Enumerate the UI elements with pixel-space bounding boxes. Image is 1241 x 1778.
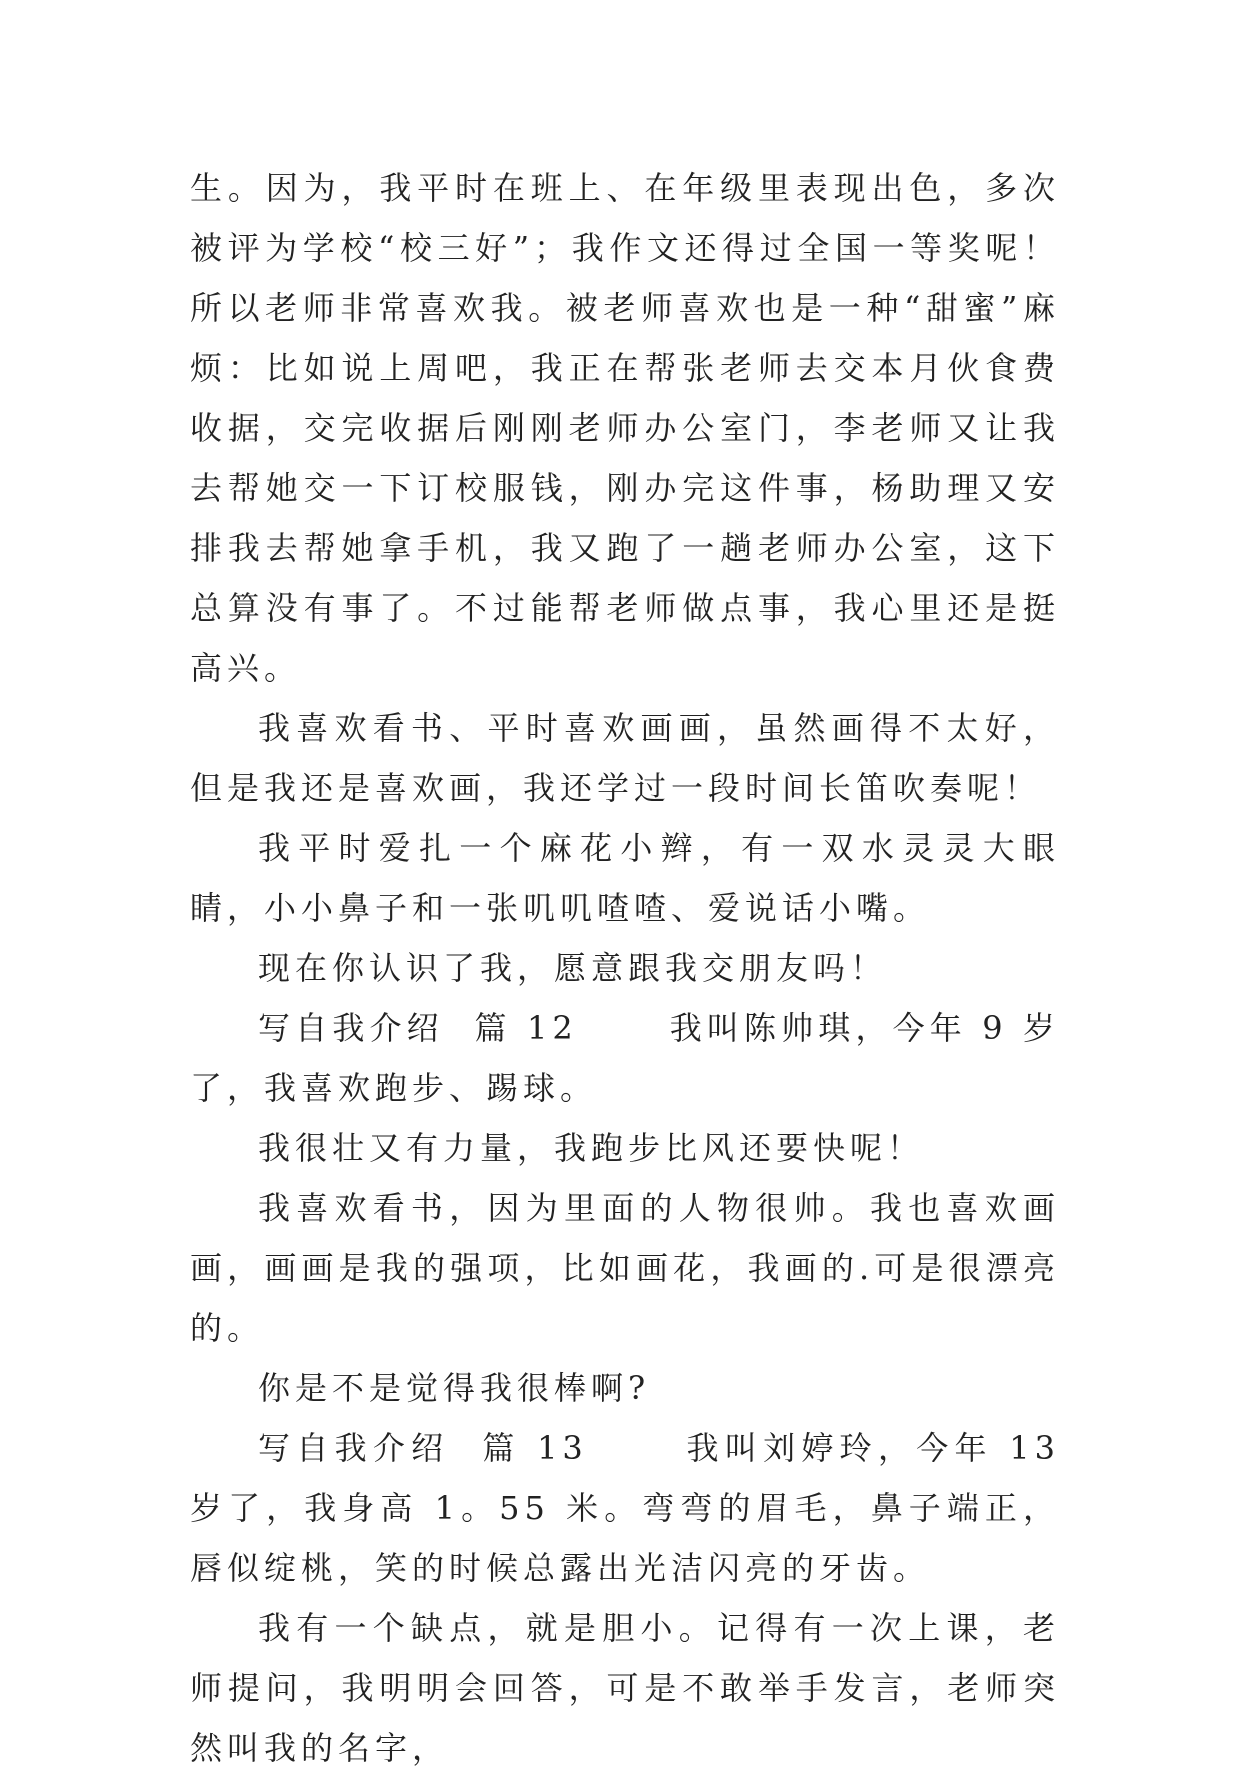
paragraph-closing: 现在你认识了我，愿意跟我交朋友吗！ xyxy=(258,949,888,987)
essay-12-text: 我叫陈帅琪，今年 9 岁了，我喜欢跑步、踢球。 xyxy=(190,1009,1060,1107)
paragraph-shortcoming: 我有一个缺点，就是胆小。记得有一次上课，老师提问，我明明会回答，可是不敢举手发言，老师突然叫我的名字， xyxy=(190,1609,1060,1767)
paragraph-strength: 我很壮又有力量，我跑步比风还要快呢！ xyxy=(258,1129,925,1167)
paragraph-essay-13-intro xyxy=(190,1418,1060,1598)
essay-13-text: 我叫刘婷玲，今年 13 岁了，我身高 1。55 米。弯弯的眉毛，鼻子端正，唇似绽桃，笑的时候总露出光洁闪亮的牙齿。 xyxy=(190,1429,1060,1587)
paragraph-question: 你是不是觉得我很棒啊? xyxy=(258,1369,651,1407)
essay-heading-13: 写自我介绍 篇 13 xyxy=(258,1429,588,1467)
heading-gap xyxy=(588,1429,687,1467)
paragraph-essay-12-intro xyxy=(190,998,1060,1118)
paragraph-hobbies: 我喜欢看书、平时喜欢画画，虽然画得不太好，但是我还是喜欢画，我还学过一段时间长笛吹奏呢！ xyxy=(190,709,1060,807)
paragraph-reading: 我喜欢看书，因为里面的人物很帅。我也喜欢画画，画画是我的强项，比如画花，我画的.可是很漂亮的。 xyxy=(190,1189,1060,1347)
heading-gap xyxy=(578,1009,670,1047)
paragraph-continued: 生。因为，我平时在班上、在年级里表现出色，多次被评为学校“校三好”；我作文还得过全国一等奖呢！所以老师非常喜欢我。被老师喜欢也是一种“甜蜜”麻烦：比如说上周吧，我正在帮张老师去交本月伙食费收据，交完收据后刚刚老师办公室门，李老师又让我去帮她交一下订校服钱，刚办完这件事，杨助理又安排我去帮她拿手机，我又跑了一趟老师办公室，这下总算没有事了。不过能帮老师做点事，我心里还是挺高兴。 xyxy=(190,169,1060,687)
paragraph-appearance: 我平时爱扎一个麻花小辫，有一双水灵灵大眼睛，小小鼻子和一张叽叽喳喳、爱说话小嘴。 xyxy=(190,829,1060,927)
document-body xyxy=(190,158,1060,1778)
essay-heading-12: 写自我介绍 篇 12 xyxy=(258,1009,578,1047)
